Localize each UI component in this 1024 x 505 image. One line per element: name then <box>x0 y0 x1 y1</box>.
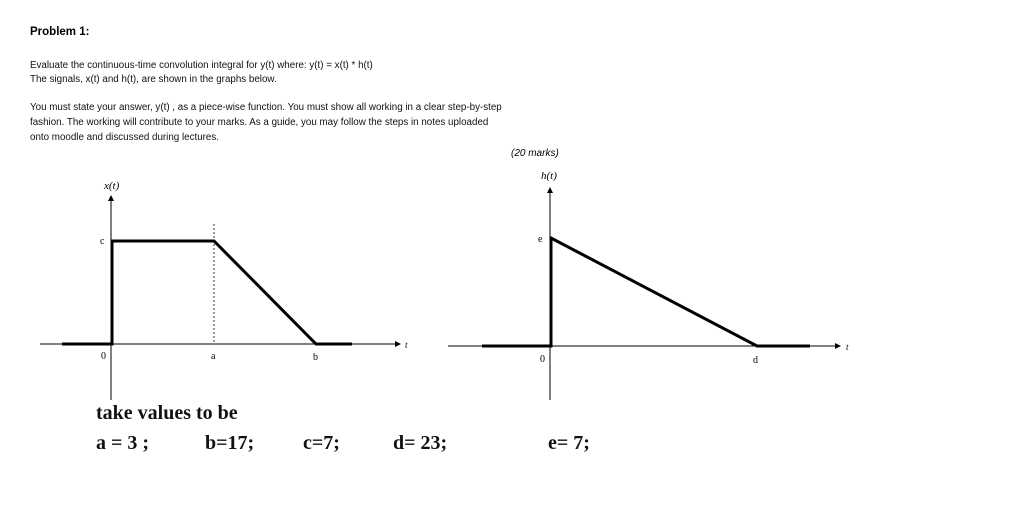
problem-text-line-5: onto moodle and discussed during lectures. <box>30 132 219 143</box>
h-graph-d-label: d <box>753 355 758 366</box>
x-signal-curve <box>62 241 352 344</box>
h-graph-ylabel: h(t) <box>541 170 557 182</box>
h-graph-zero-label: 0 <box>540 354 545 365</box>
value-a: a = 3 ; <box>96 432 150 454</box>
problem-text-line-4: fashion. The working will contribute to your marks. As a guide, you may follow the steps in notes uploaded <box>30 117 489 128</box>
x-graph-zero-label: 0 <box>101 351 106 362</box>
h-graph-t-label: t <box>846 342 849 352</box>
x-graph-ylabel: x(t) <box>104 180 120 192</box>
value-d: d= 23; <box>393 432 448 454</box>
problem-text-line-3: You must state your answer, y(t) , as a piece-wise function. You must show all working in a clear step-by-step <box>30 102 502 113</box>
h-graph-e-label: e <box>538 234 543 245</box>
x-graph-c-label: c <box>100 236 105 247</box>
problem-text-line-1: Evaluate the continuous-time convolution integral for y(t) where: y(t) = x(t) * h(t) <box>30 60 373 71</box>
marks-label: (20 marks) <box>511 148 559 159</box>
values-title: take values to be <box>96 402 238 424</box>
h-signal-curve <box>482 238 810 346</box>
x-graph-a-label: a <box>211 351 216 362</box>
x-graph-b-label: b <box>313 352 318 363</box>
graph-x <box>40 180 408 400</box>
problem-title: Problem 1: <box>30 26 90 38</box>
x-graph-t-label: t <box>405 340 408 350</box>
graph-h <box>448 170 849 400</box>
problem-text-line-2: The signals, x(t) and h(t), are shown in the graphs below. <box>30 74 277 85</box>
value-b: b=17; <box>205 432 255 454</box>
value-c: c=7; <box>303 432 340 454</box>
value-e: e= 7; <box>548 432 590 454</box>
